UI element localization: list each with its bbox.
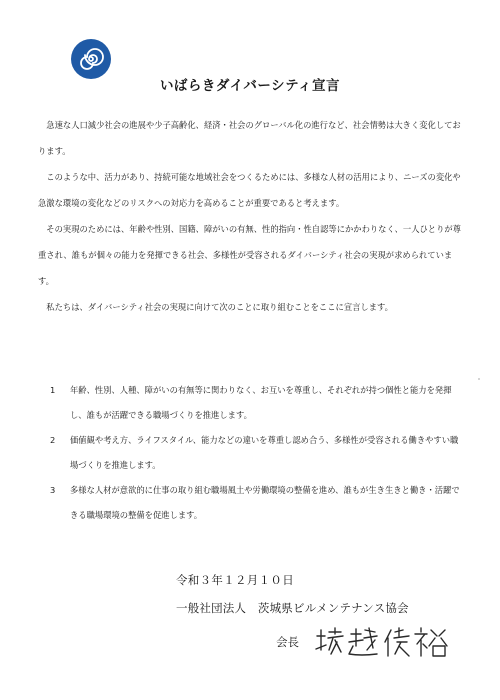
handwritten-signature (311, 624, 451, 660)
item-text: 多様な人材が意欲的に仕事の取り組む職場風土や労働環境の整備を進め、誰もが生き生きと働き・活躍できる職場環境の整備を促進します。 (70, 485, 460, 520)
item-text: 価値観や考え方、ライフスタイル、能力などの違いを尊重し認め合う、多様性が受容される働きやすい職場づくりを推進します。 (70, 435, 459, 470)
item-text: 年齢、性別、人種、障がいの有無等に関わりなく、お互いを尊重し、それぞれが持つ個性と能力を発揮し、誰もが活躍できる職場づくりを推進します。 (70, 385, 452, 420)
document-title: いばらきダイバーシティ宣言 (159, 78, 341, 94)
organization-name: 一般社団法人 茨城県ビルメンテナンス協会 (176, 601, 409, 615)
item-number: 1 (50, 385, 56, 395)
representative-line (276, 624, 451, 660)
paragraph: 急速な人口減少社会の進展や少子高齢化、経済・社会のグローバル化の進行など、社会情勢は大きく変化しております。 (38, 120, 461, 156)
representative-title: 会長 (276, 635, 299, 649)
list-item (50, 428, 462, 478)
paragraph: このような中、活力があり、持続可能な地域社会をつくるためには、多様な人材の活用により、ニーズの変化や急激な環境の変化などのリスクへの対応力を高めることが重要であると考えます。 (38, 172, 461, 208)
list-item (50, 478, 462, 528)
paragraph: 私たちは、ダイバーシティ社会の実現に向けて次のことに取り組むことをここに宣言します。 (46, 302, 393, 312)
item-number: 3 (50, 485, 56, 495)
item-number: 2 (50, 435, 56, 445)
list-item (50, 378, 462, 428)
declaration-items (50, 378, 462, 528)
scan-speck (478, 378, 480, 380)
paragraph: その実現のためには、年齢や性別、国籍、障がいの有無、性的指向・性自認等にかかわりなく、一人ひとりが尊重され、誰もが個々の能力を発揮できる社会、多様性が受容されるダイバーシティ社会の実現が求められています。 (38, 224, 461, 286)
document-body (38, 112, 464, 320)
declaration-date: 令和３年１２月１０日 (176, 573, 294, 587)
